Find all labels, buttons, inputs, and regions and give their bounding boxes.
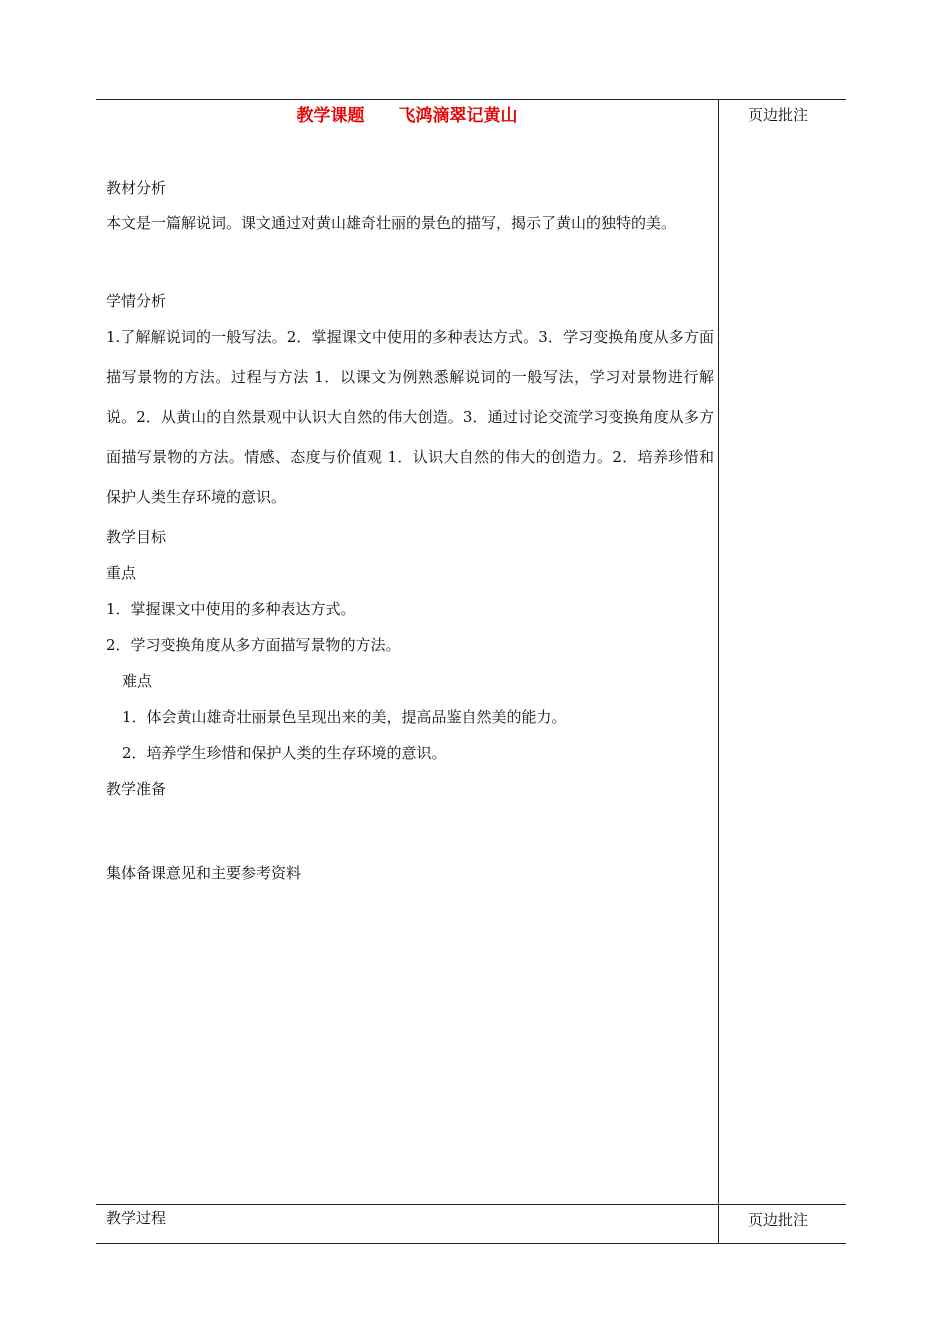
lesson-title [96,101,718,126]
lesson-title-prefix: 教学课题 [296,106,365,126]
row-divider [96,1204,846,1205]
column-divider [718,99,719,1244]
teaching-prep-heading: 教学准备 [106,780,167,798]
reference-heading: 集体备课意见和主要参考资料 [106,864,302,882]
margin-notes-label: 页边批注 [748,106,809,124]
difficult-points-heading: 难点 [122,672,153,690]
lesson-title-main: 飞鸿滴翠记黄山 [398,106,518,126]
difficult-point-item: 2．培养学生珍惜和保护人类的生存环境的意识。 [122,744,447,762]
difficult-point-item: 1．体会黄山雄奇壮丽景色呈现出来的美，提高品鉴自然美的能力。 [122,708,567,726]
key-point-item: 2．学习变换角度从多方面描写景物的方法。 [106,636,401,654]
key-points-heading: 重点 [106,564,137,582]
teaching-process-label: 教学过程 [106,1209,167,1227]
table-bottom-border [96,1243,846,1244]
margin-notes-label-footer: 页边批注 [748,1211,809,1229]
textbook-analysis-body: 本文是一篇解说词。课文通过对黄山雄奇壮丽的景色的描写，揭示了黄山的独特的美。 [106,214,677,232]
table-top-border [96,99,846,100]
textbook-analysis-heading: 教材分析 [106,179,167,197]
key-point-item: 1．掌握课文中使用的多种表达方式。 [106,600,356,618]
teaching-goals-heading: 教学目标 [106,528,167,546]
student-analysis-body: 1.了解解说词的一般写法。2．掌握课文中使用的多种表达方式。3．学习变换角度从多方面描写景物的方法。过程与方法 1．以课文为例熟悉解说词的一般写法，学习对景物进行解说。2．从黄山的自然景观中认识大自然的伟大创造。3．通过讨论交流学习变换角度从多方面描写景物的方法。情感、态度与价值观 1．认识大自然的伟大的创造力。2．培养珍惜和保护人类生存环境的意识。 [106,328,714,506]
student-analysis-heading: 学情分析 [106,292,167,310]
